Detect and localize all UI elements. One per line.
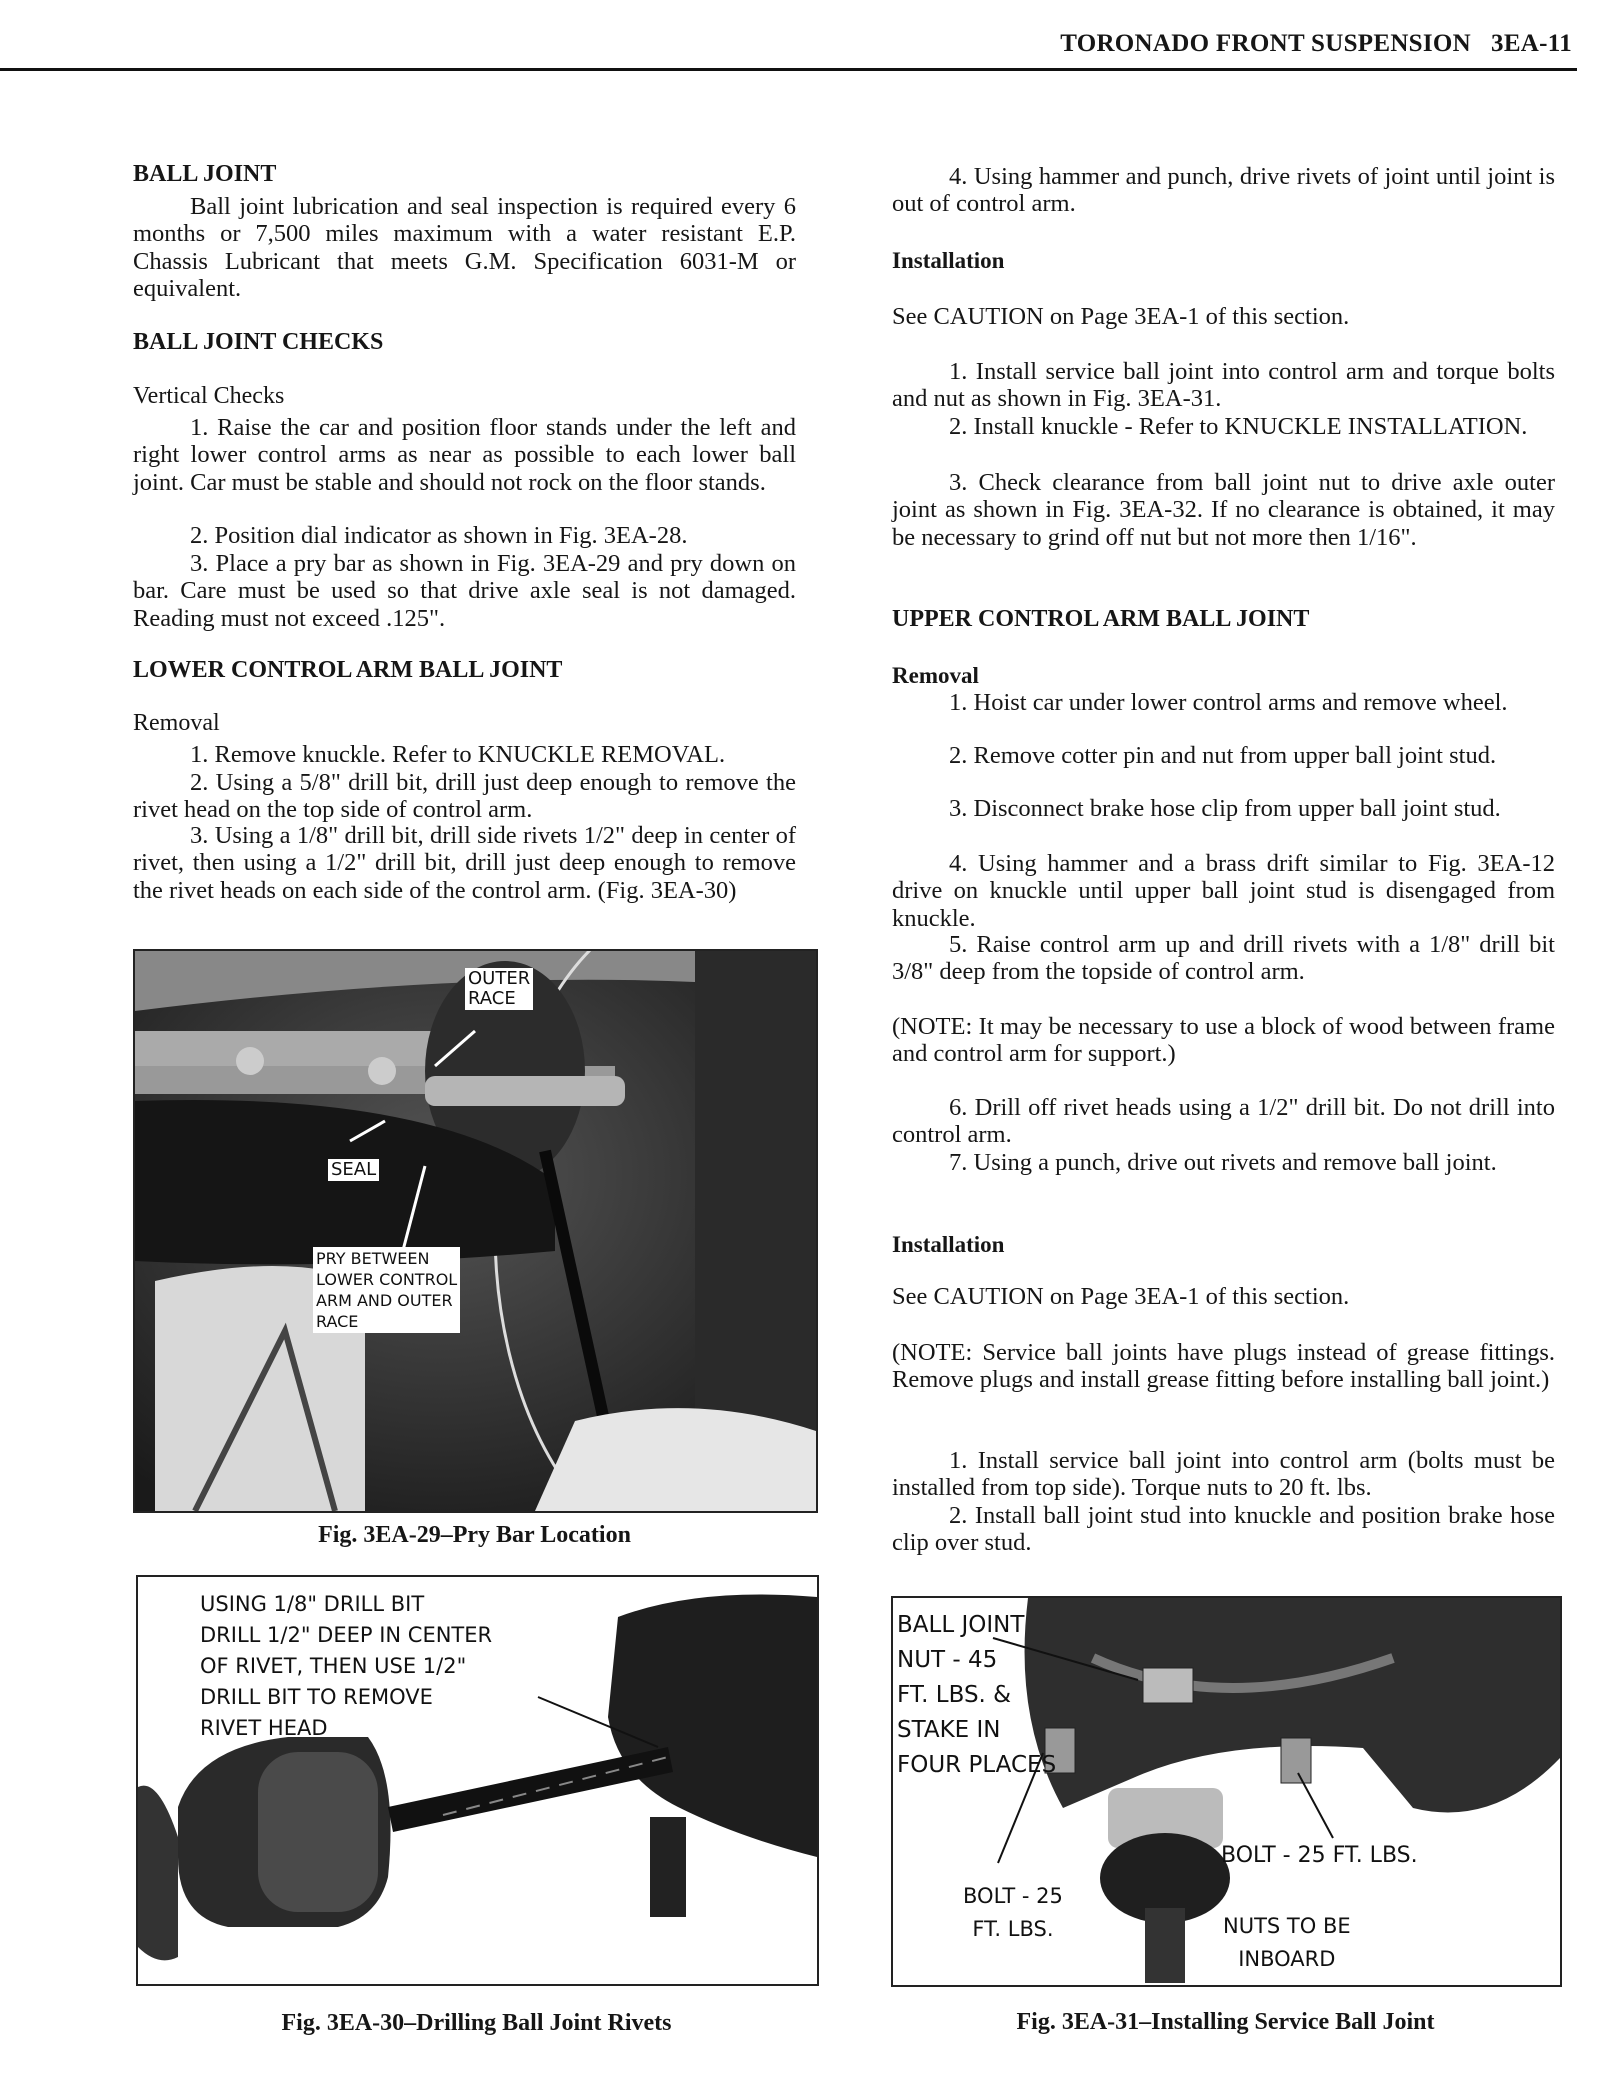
check-step: 3. Place a pry bar as shown in Fig. 3EA-29 and pry down on bar. Care must be used so that drive axle seal is not damaged. Reading must not exceed .125". [133, 550, 796, 632]
pry-bar-photo [135, 951, 816, 1511]
figure-caption: Fig. 3EA-29–Pry Bar Location [318, 1522, 631, 1548]
label-bolt-right: BOLT - 25 FT. LBS. [1221, 1843, 1418, 1868]
subheading-installation: Installation [892, 1232, 1005, 1257]
install-step: 1. Install service ball joint into control arm (bolts must be installed from top side). Torque nuts to 20 ft. lbs. [892, 1447, 1555, 1502]
label-line: RACE [316, 1312, 359, 1331]
label-line: NUT - 45 [897, 1647, 998, 1673]
removal-step: 4. Using hammer and a brass drift similar to Fig. 3EA-12 drive on knuckle until upper ball joint stud is disengaged from knuckle. [892, 850, 1555, 932]
caution-note: See CAUTION on Page 3EA-1 of this section. [892, 303, 1350, 330]
label-line: RIVET HEAD [200, 1716, 328, 1740]
removal-step: 1. Remove knuckle. Refer to KNUCKLE REMOVAL. [190, 741, 726, 768]
caution-note: See CAUTION on Page 3EA-1 of this section. [892, 1283, 1350, 1310]
label-line: RACE [468, 988, 516, 1009]
label-seal: SEAL [328, 1159, 379, 1181]
install-step: 2. Install ball joint stud into knuckle and position brake hose clip over stud. [892, 1502, 1555, 1557]
install-step: 2. Install knuckle - Refer to KNUCKLE INSTALLATION. [949, 413, 1528, 440]
note-service-plugs: (NOTE: Service ball joints have plugs instead of grease fittings. Remove plugs and install grease fitting before installing ball joint.) [892, 1339, 1555, 1394]
check-step: 1. Raise the car and position floor stands under the left and right lower control arms as near as possible to each lower ball joint. Car must be stable and should not rock on the floor stands. [133, 414, 796, 496]
subheading-vertical-checks: Vertical Checks [133, 383, 285, 409]
label-line: FT. LBS. [972, 1917, 1054, 1941]
install-step: 1. Install service ball joint into control arm and torque bolts and nut as shown in Fig. 3EA-31. [892, 358, 1555, 413]
figure-installing-ball-joint [891, 1596, 1562, 1987]
removal-step: 3. Using a 1/8" drill bit, drill side rivets 1/2" deep in center of rivet, then using a 1/2" drill bit, drill just deep enough to remove the rivet heads on each side of the control arm. (Fig. 3EA-30) [133, 822, 796, 904]
removal-step: 4. Using hammer and punch, drive rivets of joint until joint is out of control arm. [892, 163, 1555, 218]
running-header [1060, 30, 1572, 58]
header-rule [0, 68, 1577, 71]
label-line: FT. LBS. & [897, 1682, 1012, 1708]
figure-drilling-rivets [136, 1575, 819, 1986]
label-line: DRILL 1/2" DEEP IN CENTER [200, 1623, 493, 1647]
subheading-removal: Removal [892, 663, 979, 688]
removal-step: 1. Hoist car under lower control arms and remove wheel. [949, 689, 1508, 716]
label-line: FOUR PLACES [897, 1752, 1057, 1778]
heading-ball-joint-checks: BALL JOINT CHECKS [133, 329, 384, 355]
figure-caption: Fig. 3EA-31–Installing Service Ball Joint [1016, 2009, 1435, 2035]
label-line: OUTER [468, 968, 531, 989]
install-step: 3. Check clearance from ball joint nut to drive axle outer joint as shown in Fig. 3EA-32. If no clearance is obtained, it may be necessary to grind off nut but not more then 1/16". [892, 469, 1555, 551]
header-title: TORONADO FRONT SUSPENSION [1060, 30, 1472, 57]
note-wood-block: (NOTE: It may be necessary to use a block of wood between frame and control arm for support.) [892, 1013, 1555, 1068]
label-line: STAKE IN [897, 1717, 1001, 1743]
label-nuts-inboard [1223, 1910, 1351, 1976]
subheading-installation: Installation [892, 248, 1005, 273]
removal-step: 3. Disconnect brake hose clip from upper ball joint stud. [949, 795, 1501, 822]
label-bolt-left [963, 1880, 1063, 1946]
label-line: BALL JOINT [897, 1612, 1025, 1638]
label-pry-between [313, 1247, 460, 1333]
check-step: 2. Position dial indicator as shown in Fig. 3EA-28. [190, 522, 688, 549]
figure-pry-bar-location [133, 949, 818, 1513]
removal-step: 2. Using a 5/8" drill bit, drill just deep enough to remove the rivet head on the top side of control arm. [133, 769, 796, 824]
label-line: ARM AND OUTER [316, 1291, 453, 1310]
label-outer-race [465, 968, 533, 1010]
label-line: LOWER CONTROL [316, 1270, 458, 1289]
subheading-removal: Removal [133, 710, 220, 736]
heading-upper-control-arm: UPPER CONTROL ARM BALL JOINT [892, 606, 1310, 632]
heading-ball-joint: BALL JOINT [133, 161, 277, 187]
removal-step: 6. Drill off rivet heads using a 1/2" drill bit. Do not drill into control arm. [892, 1094, 1555, 1149]
label-line: PRY BETWEEN [316, 1249, 430, 1268]
heading-lower-control-arm: LOWER CONTROL ARM BALL JOINT [133, 657, 563, 683]
label-line: USING 1/8" DRILL BIT [200, 1592, 425, 1616]
label-line: INBOARD [1238, 1947, 1336, 1971]
page-number: 3EA-11 [1491, 30, 1572, 57]
removal-step: 2. Remove cotter pin and nut from upper ball joint stud. [949, 742, 1497, 769]
label-line: BOLT - 25 [963, 1884, 1063, 1908]
label-drill-instructions [200, 1589, 492, 1744]
removal-step: 7. Using a punch, drive out rivets and remove ball joint. [949, 1149, 1497, 1176]
label-line: OF RIVET, THEN USE 1/2" [200, 1654, 467, 1678]
label-ball-joint-nut [897, 1608, 1056, 1783]
ball-joint-body: Ball joint lubrication and seal inspection is required every 6 months or 7,500 miles maximum with a water resistant E.P. Chassis Lubricant that meets G.M. Specification 6031-M or equivalent. [133, 193, 796, 302]
figure-caption: Fig. 3EA-30–Drilling Ball Joint Rivets [281, 2010, 672, 2036]
label-line: NUTS TO BE [1223, 1914, 1351, 1938]
removal-step: 5. Raise control arm up and drill rivets with a 1/8" drill bit 3/8" deep from the topside of control arm. [892, 931, 1555, 986]
label-line: DRILL BIT TO REMOVE [200, 1685, 433, 1709]
